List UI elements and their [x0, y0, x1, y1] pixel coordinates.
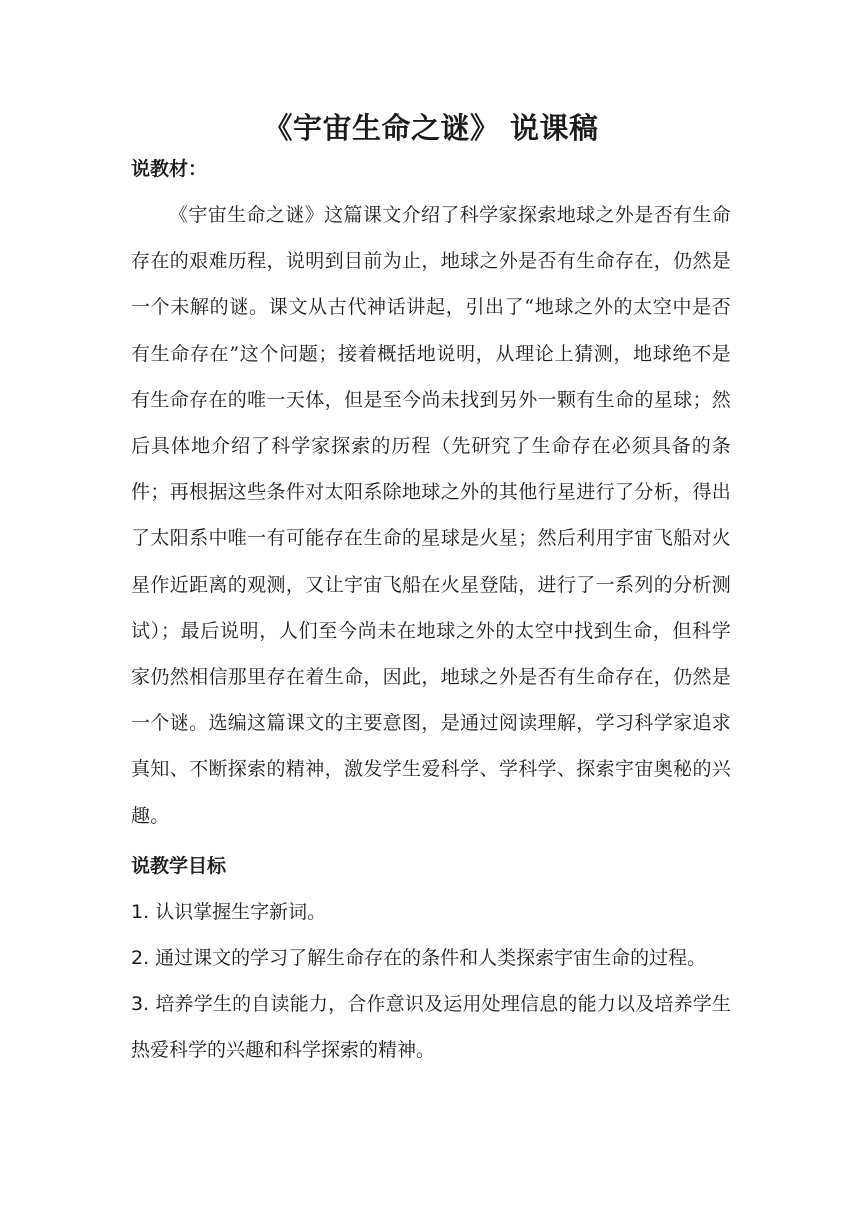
list-item [131, 889, 731, 935]
list-item-number: 3. [131, 993, 150, 1016]
document-page [131, 104, 731, 1074]
list-item-number: 2. [131, 947, 150, 970]
list-item [131, 981, 731, 1073]
list-item-text: 通过课文的学习了解生命存在的条件和人类探索宇宙生命的过程。 [155, 947, 707, 970]
goals-list [131, 889, 731, 1074]
list-item-text: 认识掌握生字新词。 [155, 900, 327, 923]
section-heading-textbook: 说教材： [131, 158, 208, 180]
document-title: 《宇宙生命之谜》 说课稿 [263, 111, 599, 145]
section-heading-goals: 说教学目标 [131, 854, 227, 877]
list-item [131, 935, 731, 981]
list-item-text: 培养学生的自读能力，合作意识及运用处理信息的能力以及培养学生热爱科学的兴趣和科学探索的精神。 [131, 993, 731, 1062]
list-item-number: 1. [131, 900, 150, 923]
textbook-paragraph: 《宇宙生命之谜》这篇课文介绍了科学家探索地球之外是否有生命存在的艰难历程，说明到目前为止，地球之外是否有生命存在，仍然是一个未解的谜。课文从古代神话讲起，引出了“地球之外的太空中是否有生命存在”这个问题；接着概括地说明，从理论上猜测，地球绝不是有生命存在的唯一天体，但是至今尚未找到另外一颗有生命的星球；然后具体地介绍了科学家探索的历程（先研究了生命存在必须具备的条件；再根据这些条件对太阳系除地球之外的其他行星进行了分析，得出了太阳系中唯一有可能存在生命的星球是火星；然后利用宇宙飞船对火星作近距离的观测，又让宇宙飞船在火星登陆，进行了一系列的分析测试）；最后说明，人们至今尚未在地球之外的太空中找到生命，但科学家仍然相信那里存在着生命，因此，地球之外是否有生命存在，仍然是一个谜。选编这篇课文的主要意图，是通过阅读理解，学习科学家追求真知、不断探索的精神，激发学生爱科学、学科学、探索宇宙奥秘的兴趣。 [131, 204, 731, 827]
